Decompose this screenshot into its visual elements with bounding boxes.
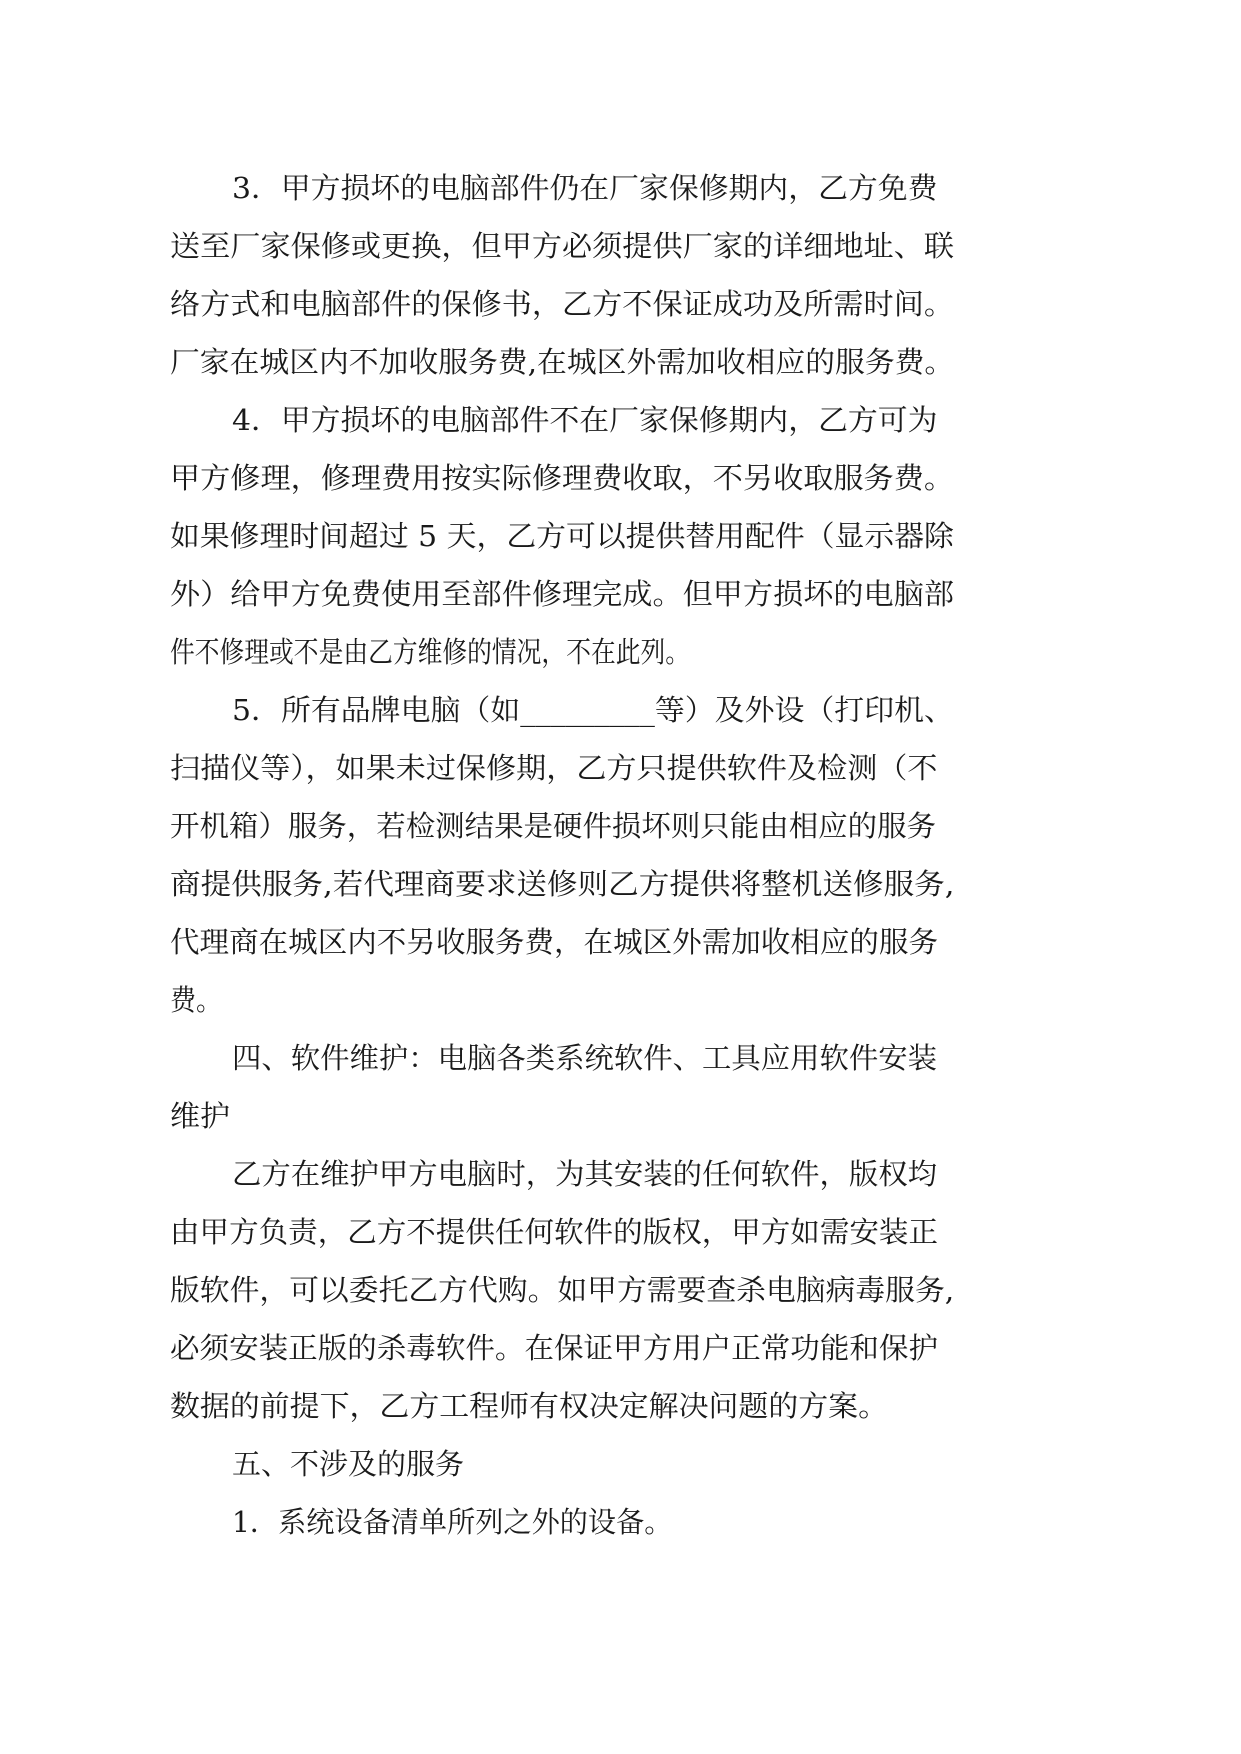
text-line: 件不修理或不是由乙方维修的情况，不在此列。 (170, 635, 691, 669)
text-line: 3．甲方损坏的电脑部件仍在厂家保修期内，乙方免费 (232, 171, 938, 205)
text-line: 扫描仪等），如果未过保修期，乙方只提供软件及检测（不 (170, 751, 938, 785)
text-line: 必须安装正版的杀毒软件。在保证甲方用户正常功能和保护 (170, 1331, 939, 1365)
text-line: 由甲方负责，乙方不提供任何软件的版权，甲方如需安装正 (170, 1215, 939, 1249)
section-heading: 四、软件维护：电脑各类系统软件、工具应用软件安装 (232, 1041, 938, 1075)
text-line: 5．所有品牌电脑（如_________等）及外设（打印机、 (232, 693, 954, 727)
text-line: 开机箱）服务，若检测结果是硬件损坏则只能由相应的服务 (170, 809, 937, 843)
text-line: 甲方修理，修理费用按实际修理费收取，不另收取服务费。 (170, 461, 955, 495)
text-line: 1．系统设备清单所列之外的设备。 (232, 1505, 673, 1539)
text-line: 数据的前提下，乙方工程师有权决定解决问题的方案。 (170, 1389, 889, 1423)
text-line: 费。 (170, 983, 223, 1017)
text-line: 外）给甲方免费使用至部件修理完成。但甲方损坏的电脑部 (170, 577, 955, 611)
text-line: 如果修理时间超过 5 天，乙方可以提供替用配件（显示器除 (170, 519, 954, 553)
text-line: 商提供服务,若代理商要求送修则乙方提供将整机送修服务, (170, 867, 955, 901)
text-line: 4．甲方损坏的电脑部件不在厂家保修期内，乙方可为 (232, 403, 938, 437)
section-heading: 维护 (170, 1099, 231, 1133)
text-line: 络方式和电脑部件的保修书，乙方不保证成功及所需时间。 (170, 287, 955, 321)
text-line: 代理商在城区内不另收服务费，在城区外需加收相应的服务 (170, 925, 939, 959)
text-line: 乙方在维护甲方电脑时，为其安装的任何软件，版权均 (232, 1157, 938, 1191)
text-line: 版软件，可以委托乙方代购。如甲方需要查杀电脑病毒服务, (170, 1273, 955, 1307)
section-heading: 五、不涉及的服务 (232, 1447, 465, 1481)
text-line: 厂家在城区内不加收服务费,在城区外需加收相应的服务费。 (170, 345, 955, 379)
text-line: 送至厂家保修或更换，但甲方必须提供厂家的详细地址、联 (170, 229, 955, 263)
